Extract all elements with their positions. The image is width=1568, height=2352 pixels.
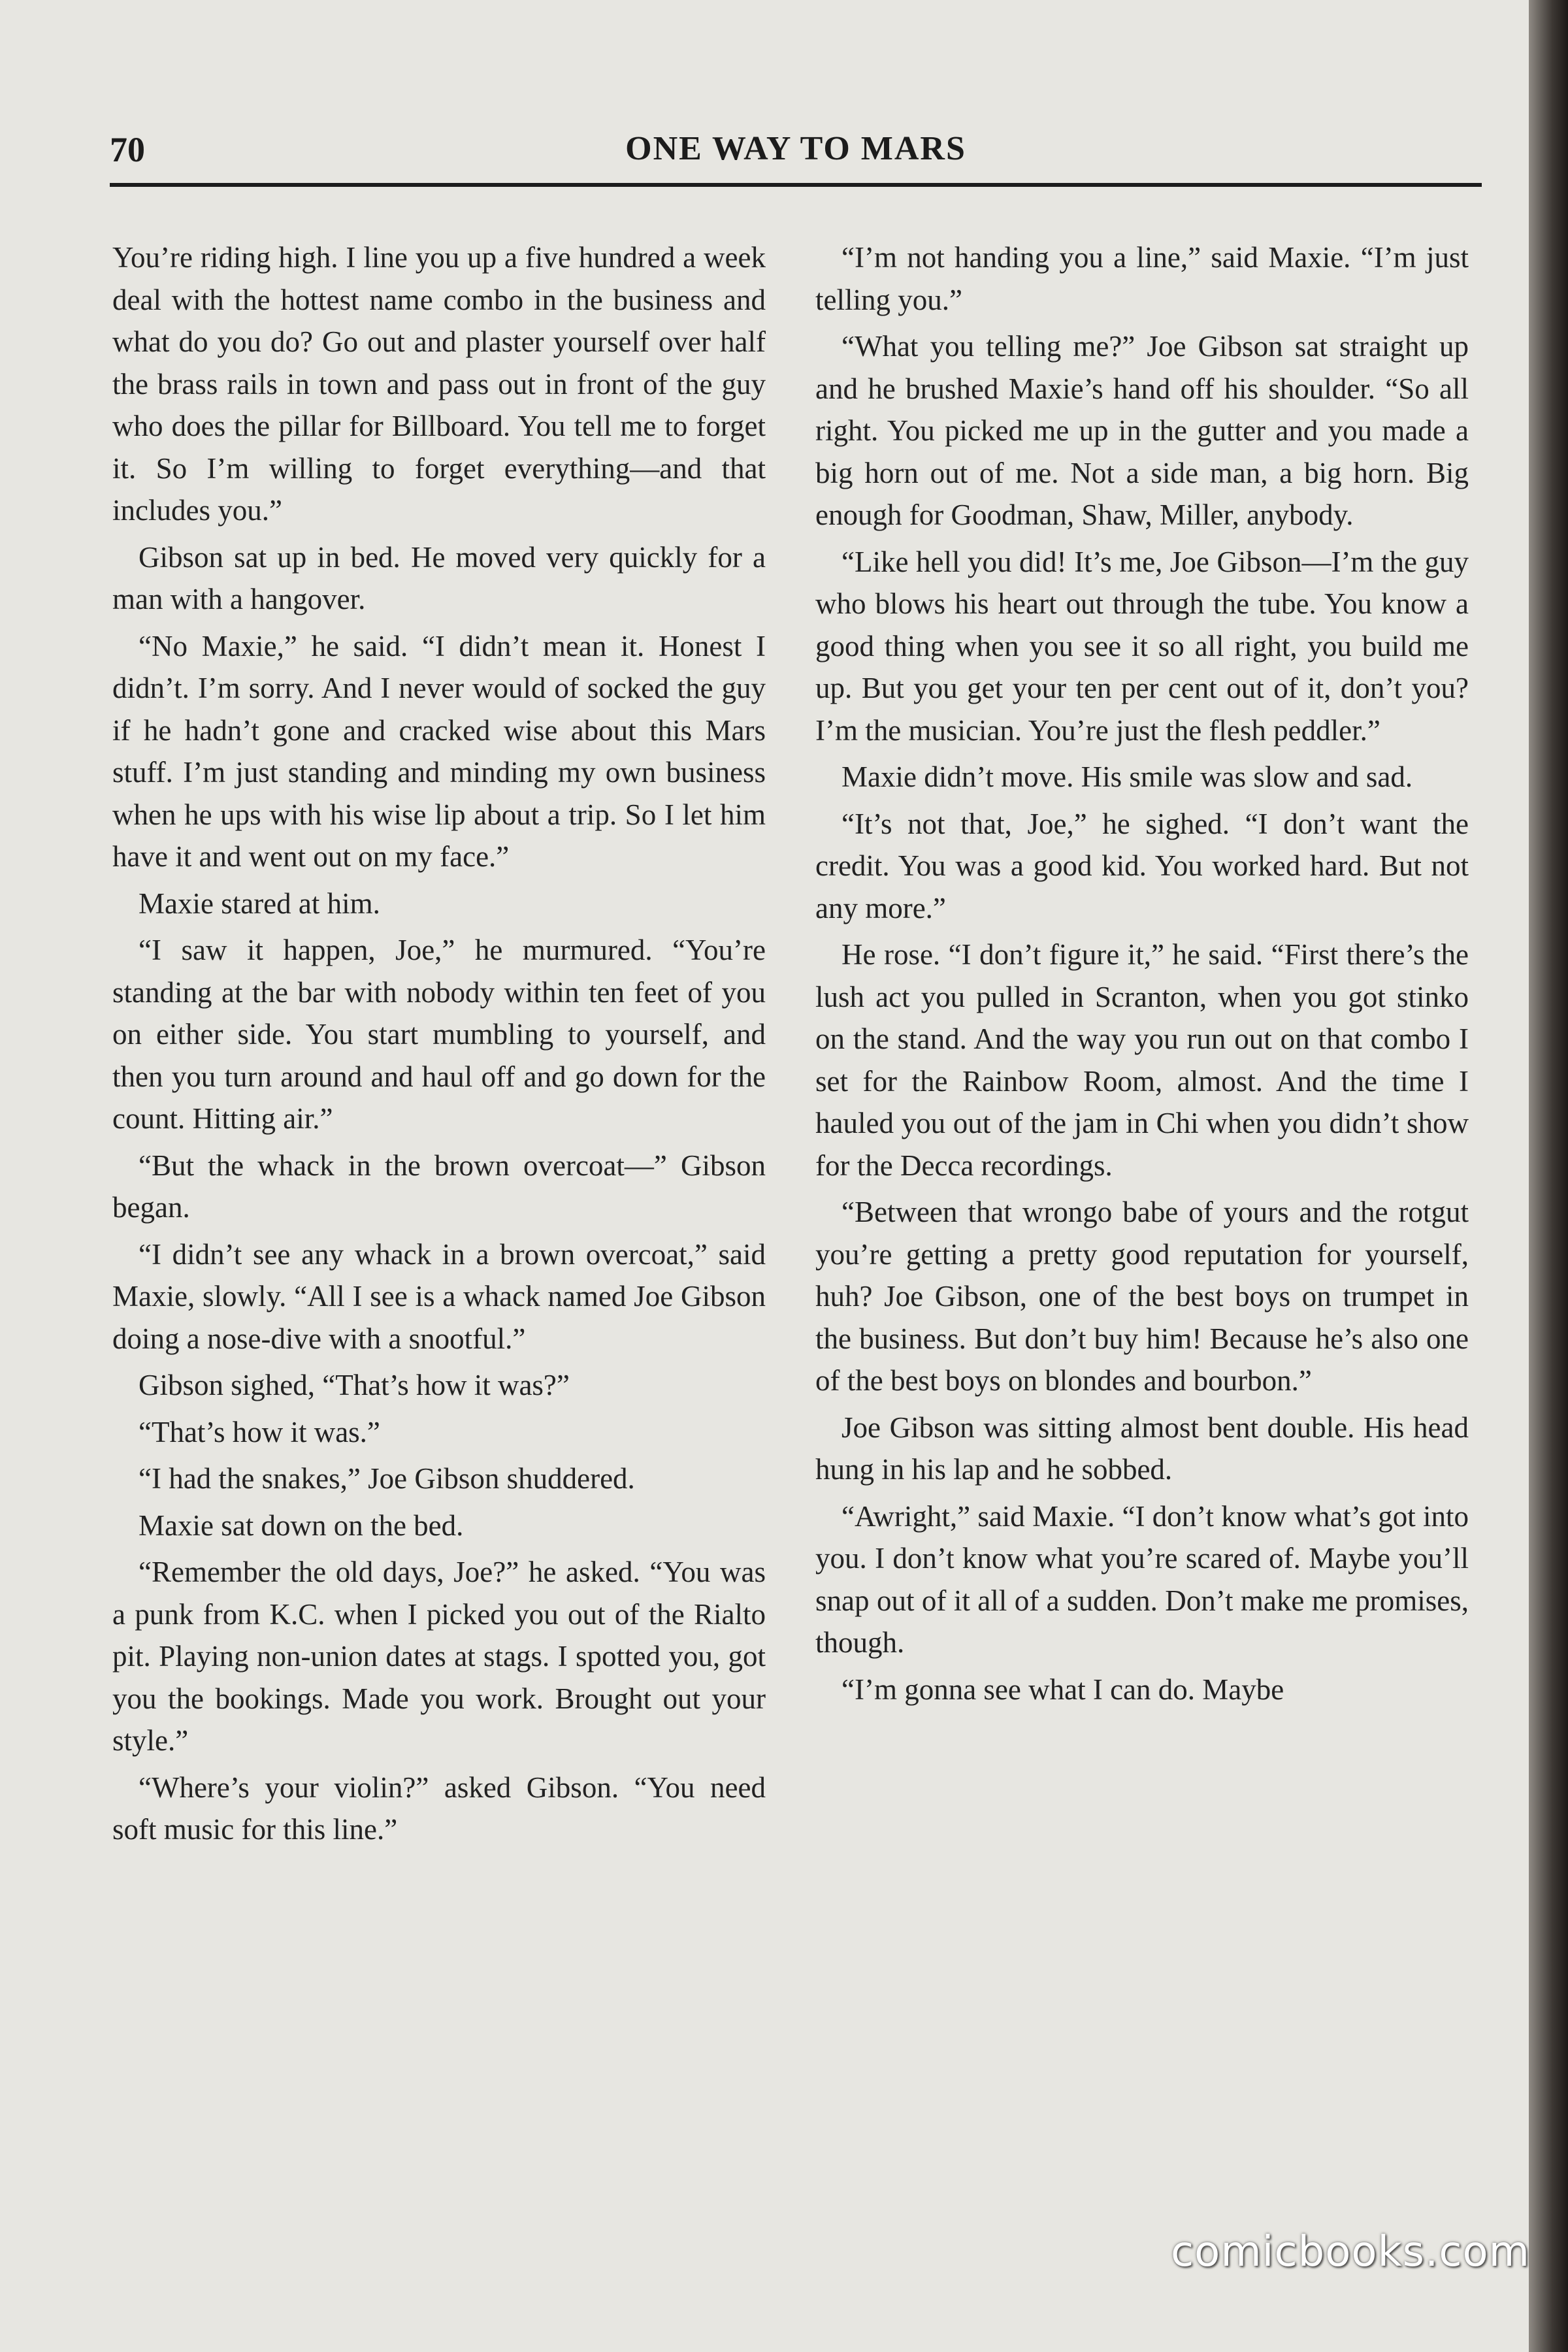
paragraph: “I saw it happen, Joe,” he murmured. “You’re standing at the bar with nobody within ten feet of you on either side. You start mumbling to yourself, and then you turn around and haul off and go down for the count. Hitting air.” xyxy=(112,934,766,1135)
paragraph: “No Maxie,” he said. “I didn’t mean it. Honest I didn’t. I’m sorry. And I never would of socked the guy if he hadn’t gone and cracked wise about this Mars stuff. I’m just standing and minding my own business when he ups with his wise lip about a trip. So I let him have it and went out on my face.” xyxy=(112,629,766,873)
paragraph: Joe Gibson was sitting almost bent double. His head hung in his lap and he sobbed. xyxy=(815,1411,1469,1486)
paragraph: “But the whack in the brown overcoat—” Gibson began. xyxy=(112,1149,766,1224)
page-number: 70 xyxy=(110,130,145,169)
right-column xyxy=(815,237,1469,1715)
paragraph: Maxie didn’t move. His smile was slow and sad. xyxy=(841,760,1413,793)
paragraph: Gibson sighed, “That’s how it was?” xyxy=(139,1369,570,1401)
left-column xyxy=(112,237,766,1855)
page-header xyxy=(110,124,1482,183)
paragraph: “I’m not handing you a line,” said Maxie. “I’m just telling you.” xyxy=(815,241,1469,316)
paragraph: “Where’s your violin?” asked Gibson. “You need soft music for this line.” xyxy=(112,1771,766,1846)
paragraph: “Like hell you did! It’s me, Joe Gibson—I’m the guy who blows his heart out through the tube. You know a good thing when you see it so all right, you build me up. But you get your ten per cent out of it, don’t you? I’m the musician. You’re just the flesh peddler.” xyxy=(815,545,1469,747)
paragraph: “It’s not that, Joe,” he sighed. “I don’t want the credit. You was a good kid. You worked hard. But not any more.” xyxy=(815,807,1469,924)
running-title: ONE WAY TO MARS xyxy=(625,130,966,167)
paragraph: “That’s how it was.” xyxy=(139,1415,380,1448)
header-rule xyxy=(110,183,1482,187)
paragraph: “Remember the old days, Joe?” he asked. “You was a punk from K.C. when I picked you out of the Rialto pit. Playing non-union dates at stags. I spotted you, got you the bookings. Made you work. Brought out your style.” xyxy=(112,1556,766,1757)
paragraph: Maxie sat down on the bed. xyxy=(139,1509,464,1542)
binding-edge xyxy=(1529,0,1568,2352)
paragraph: “I’m gonna see what I can do. Maybe xyxy=(841,1673,1284,1706)
paragraph: “Between that wrongo babe of yours and the rotgut you’re getting a pretty good reputation for yourself, huh? Joe Gibson, one of the best boys on trumpet in the business. But don’t buy him! Because he’s also one of the best boys on blondes and bourbon.” xyxy=(815,1196,1469,1397)
paragraph: Maxie stared at him. xyxy=(139,887,380,920)
paragraph: You’re riding high. I line you up a five hundred a week deal with the hottest name combo in the business and what do you do? Go out and plaster yourself over half the brass rails in town and pass out in front of the guy who does the pillar for Billboard. You tell me to forget it. So I’m willing to forget everything—and that includes you.” xyxy=(112,241,766,527)
paragraph: Gibson sat up in bed. He moved very quickly for a man with a hangover. xyxy=(112,540,766,615)
paragraph: “What you telling me?” Joe Gibson sat straight up and he brushed Maxie’s hand off his shoulder. “So all right. You picked me up in the gutter and you made a big horn out of me. Not a side man, a big horn. Big enough for Goodman, Shaw, Miller, anybody. xyxy=(815,330,1469,531)
paragraph: “I had the snakes,” Joe Gibson shuddered. xyxy=(139,1462,635,1495)
paragraph: “I didn’t see any whack in a brown overcoat,” said Maxie, slowly. “All I see is a whack named Joe Gibson doing a nose-dive with a snootful.” xyxy=(112,1237,766,1355)
watermark: comicbooks.com xyxy=(1170,2228,1530,2276)
paragraph: He rose. “I don’t figure it,” he said. “First there’s the lush act you pulled in Scranton, when you got stinko on the stand. And the way you run out on that combo I set for the Rainbow Room, almost. And the time I hauled you out of the jam in Chi when you didn’t show for the Decca recordings. xyxy=(815,938,1469,1182)
paragraph: “Awright,” said Maxie. “I don’t know what’s got into you. I don’t know what you’re scared of. Maybe you’ll snap out of it all of a sudden. Don’t make me promises, though. xyxy=(815,1499,1469,1659)
